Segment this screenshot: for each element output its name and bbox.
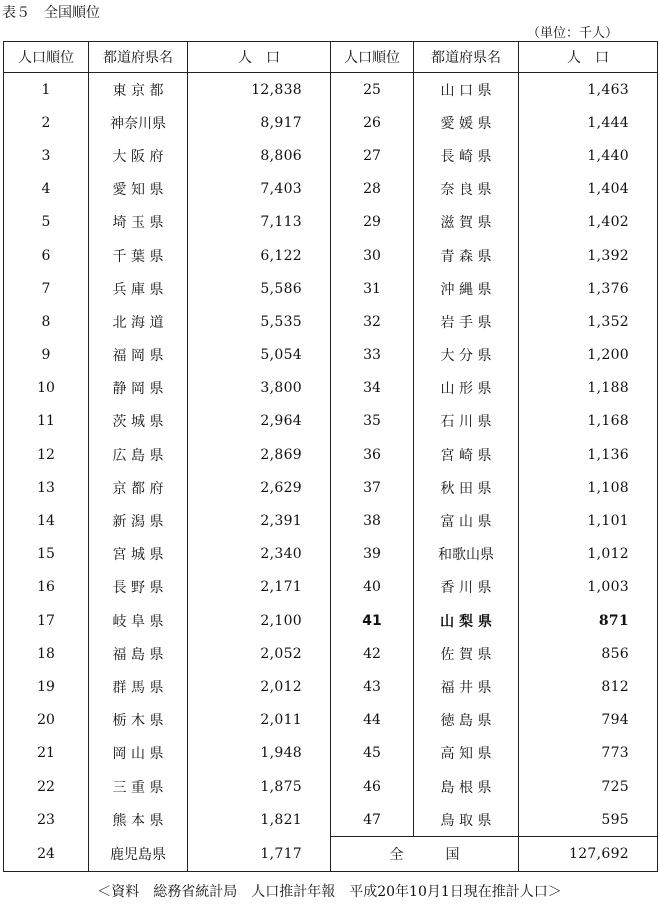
population-cell: 1,463 (519, 73, 658, 107)
prefecture-cell: 宮 城 県 (89, 538, 188, 571)
population-cell: 1,352 (519, 305, 658, 338)
rank-cell: 14 (37, 513, 55, 530)
population-cell: 773 (519, 737, 658, 770)
prefecture-cell: 山 形 県 (414, 372, 519, 405)
population-cell: 871 (519, 604, 658, 637)
header-population-right: 人 口 (519, 42, 658, 73)
table-row (4, 272, 658, 305)
prefecture-cell: 神奈川県 (89, 106, 188, 139)
prefecture-cell: 島 根 県 (414, 770, 519, 803)
prefecture-cell: 福 岡 県 (89, 339, 188, 372)
prefecture-cell: 熊 本 県 (89, 803, 188, 837)
rank-cell: 42 (331, 637, 414, 670)
table-body (4, 73, 658, 872)
rank-cell: 47 (331, 803, 414, 837)
table-row (4, 73, 658, 107)
table-row (4, 139, 658, 172)
population-cell: 1,101 (519, 504, 658, 537)
population-cell: 1,444 (519, 106, 658, 139)
rank-cell: 26 (331, 106, 414, 139)
prefecture-cell: 富 山 県 (414, 504, 519, 537)
population-cell: 8,806 (188, 139, 331, 172)
rank-cell: 23 (37, 811, 55, 828)
rank-cell: 9 (41, 347, 51, 364)
rank-cell: 44 (331, 704, 414, 737)
population-cell: 794 (519, 704, 658, 737)
population-cell: 1,402 (519, 206, 658, 239)
rank-cell: 20 (37, 712, 55, 729)
rank-cell: 18 (37, 645, 55, 662)
rank-cell: 45 (331, 737, 414, 770)
prefecture-cell: 山 梨 県 (414, 604, 519, 637)
rank-cell: 30 (331, 239, 414, 272)
prefecture-cell: 茨 城 県 (89, 405, 188, 438)
population-cell: 1,012 (519, 538, 658, 571)
table-row (4, 471, 658, 504)
rank-cell: 19 (37, 678, 55, 695)
population-cell: 1,168 (519, 405, 658, 438)
population-cell: 8,917 (188, 106, 331, 139)
prefecture-cell: 静 岡 県 (89, 372, 188, 405)
rank-cell: 21 (37, 745, 55, 762)
population-cell: 1,821 (188, 803, 331, 837)
prefecture-cell: 北 海 道 (89, 305, 188, 338)
prefecture-cell: 群 馬 県 (89, 670, 188, 703)
table-row (4, 339, 658, 372)
population-cell: 2,012 (188, 670, 331, 703)
prefecture-cell: 栃 木 県 (89, 704, 188, 737)
header-rank: 人口順位 (4, 42, 89, 73)
prefecture-cell: 沖 縄 県 (414, 272, 519, 305)
prefecture-cell: 千 葉 県 (89, 239, 188, 272)
unit-label: （単位：千人） (527, 26, 619, 41)
prefecture-cell: 滋 賀 県 (414, 206, 519, 239)
population-cell: 1,136 (519, 438, 658, 471)
header-rank-right: 人口順位 (331, 42, 414, 73)
population-cell: 5,586 (188, 272, 331, 305)
header-prefecture: 都道府県名 (89, 42, 188, 73)
table-row (4, 239, 658, 272)
prefecture-cell: 愛 知 県 (89, 173, 188, 206)
prefecture-cell: 秋 田 県 (414, 471, 519, 504)
rank-cell: 17 (37, 612, 55, 629)
population-cell: 2,340 (188, 538, 331, 571)
table-row (4, 438, 658, 471)
population-cell: 2,011 (188, 704, 331, 737)
rank-cell: 12 (37, 446, 55, 463)
prefecture-cell: 岐 阜 県 (89, 604, 188, 637)
header-prefecture-right: 都道府県名 (414, 42, 519, 73)
rank-cell: 34 (331, 372, 414, 405)
population-cell: 2,100 (188, 604, 331, 637)
prefecture-cell: 福 井 県 (414, 670, 519, 703)
rank-cell: 43 (331, 670, 414, 703)
population-cell: 7,403 (188, 173, 331, 206)
prefecture-cell: 鹿児島県 (89, 837, 188, 871)
table-row (4, 206, 658, 239)
table-row (4, 305, 658, 338)
rank-cell: 5 (41, 214, 51, 231)
header-population: 人 口 (188, 42, 331, 73)
rank-cell: 31 (331, 272, 414, 305)
population-cell: 1,948 (188, 737, 331, 770)
prefecture-cell: 東 京 都 (89, 73, 188, 107)
population-cell: 725 (519, 770, 658, 803)
rank-cell: 4 (41, 181, 51, 198)
rank-cell: 29 (331, 206, 414, 239)
table-row (4, 604, 658, 637)
prefecture-cell: 青 森 県 (414, 239, 519, 272)
table-header-row (4, 42, 658, 73)
table-row (4, 538, 658, 571)
prefecture-cell: 京 都 府 (89, 471, 188, 504)
population-cell: 2,869 (188, 438, 331, 471)
rank-cell: 13 (37, 479, 55, 496)
population-cell: 1,200 (519, 339, 658, 372)
prefecture-cell: 広 島 県 (89, 438, 188, 471)
prefecture-cell: 福 島 県 (89, 637, 188, 670)
prefecture-cell: 岩 手 県 (414, 305, 519, 338)
rank-cell: 40 (331, 571, 414, 604)
rank-cell: 32 (331, 305, 414, 338)
total-label-cell: 全 国 (331, 837, 519, 871)
population-cell: 595 (519, 803, 658, 837)
table-row (4, 106, 658, 139)
rank-cell: 33 (331, 339, 414, 372)
prefecture-cell: 新 潟 県 (89, 504, 188, 537)
table-row (4, 405, 658, 438)
population-cell: 6,122 (188, 239, 331, 272)
rank-cell: 11 (37, 413, 55, 430)
rank-cell: 16 (37, 579, 55, 596)
prefecture-cell: 大 分 県 (414, 339, 519, 372)
prefecture-cell: 岡 山 県 (89, 737, 188, 770)
rank-cell: 39 (331, 538, 414, 571)
population-cell: 1,188 (519, 372, 658, 405)
table-row (4, 504, 658, 537)
prefecture-cell: 大 阪 府 (89, 139, 188, 172)
rank-cell: 35 (331, 405, 414, 438)
rank-cell: 7 (41, 280, 51, 297)
rank-cell: 46 (331, 770, 414, 803)
population-cell: 1,376 (519, 272, 658, 305)
rank-cell: 37 (331, 471, 414, 504)
prefecture-cell: 香 川 県 (414, 571, 519, 604)
population-cell: 7,113 (188, 206, 331, 239)
population-cell: 812 (519, 670, 658, 703)
rank-cell: 6 (41, 247, 51, 264)
rank-cell: 10 (37, 380, 55, 397)
population-cell: 1,717 (188, 837, 331, 871)
table-row (4, 837, 658, 871)
prefecture-cell: 長 崎 県 (414, 139, 519, 172)
rank-cell: 27 (331, 139, 414, 172)
rank-cell: 25 (331, 73, 414, 107)
rank-cell: 2 (41, 114, 51, 131)
prefecture-cell: 和歌山県 (414, 538, 519, 571)
source-note: ＜資料 総務省統計局 人口推計年報 平成20年10月1日現在推計人口＞ (97, 884, 562, 900)
table-row (4, 372, 658, 405)
table-row (4, 737, 658, 770)
prefecture-cell: 佐 賀 県 (414, 637, 519, 670)
table-row (4, 637, 658, 670)
table-title: 表５ 全国順位 (2, 5, 100, 21)
prefecture-cell: 高 知 県 (414, 737, 519, 770)
population-cell: 1,440 (519, 139, 658, 172)
rank-cell: 38 (331, 504, 414, 537)
prefecture-cell: 徳 島 県 (414, 704, 519, 737)
total-population-cell: 127,692 (519, 837, 658, 871)
population-cell: 2,629 (188, 471, 331, 504)
population-cell: 2,391 (188, 504, 331, 537)
table-row (4, 770, 658, 803)
prefecture-cell: 兵 庫 県 (89, 272, 188, 305)
population-cell: 12,838 (188, 73, 331, 107)
rank-cell: 8 (41, 313, 51, 330)
prefecture-cell: 鳥 取 県 (414, 803, 519, 837)
population-cell: 1,108 (519, 471, 658, 504)
population-cell: 2,964 (188, 405, 331, 438)
population-cell: 2,171 (188, 571, 331, 604)
rank-cell: 28 (331, 173, 414, 206)
prefecture-cell: 奈 良 県 (414, 173, 519, 206)
rank-cell: 41 (331, 604, 414, 637)
rank-cell: 22 (37, 778, 55, 795)
table-row (4, 173, 658, 206)
rank-cell: 36 (331, 438, 414, 471)
prefecture-cell: 三 重 県 (89, 770, 188, 803)
prefecture-cell: 埼 玉 県 (89, 206, 188, 239)
prefecture-cell: 長 野 県 (89, 571, 188, 604)
population-cell: 5,535 (188, 305, 331, 338)
population-cell: 2,052 (188, 637, 331, 670)
table-row (4, 670, 658, 703)
population-cell: 1,404 (519, 173, 658, 206)
prefecture-cell: 宮 崎 県 (414, 438, 519, 471)
prefecture-cell: 石 川 県 (414, 405, 519, 438)
population-cell: 856 (519, 637, 658, 670)
population-cell: 1,392 (519, 239, 658, 272)
population-cell: 5,054 (188, 339, 331, 372)
rank-cell: 15 (37, 546, 55, 563)
prefecture-cell: 山 口 県 (414, 73, 519, 107)
prefecture-cell: 愛 媛 県 (414, 106, 519, 139)
rank-cell: 24 (37, 845, 55, 862)
population-cell: 1,875 (188, 770, 331, 803)
table-row (4, 571, 658, 604)
table-row (4, 803, 658, 837)
population-ranking-table (3, 41, 658, 872)
population-cell: 1,003 (519, 571, 658, 604)
population-cell: 3,800 (188, 372, 331, 405)
rank-cell: 1 (41, 81, 51, 98)
table-row (4, 704, 658, 737)
rank-cell: 3 (41, 147, 51, 164)
